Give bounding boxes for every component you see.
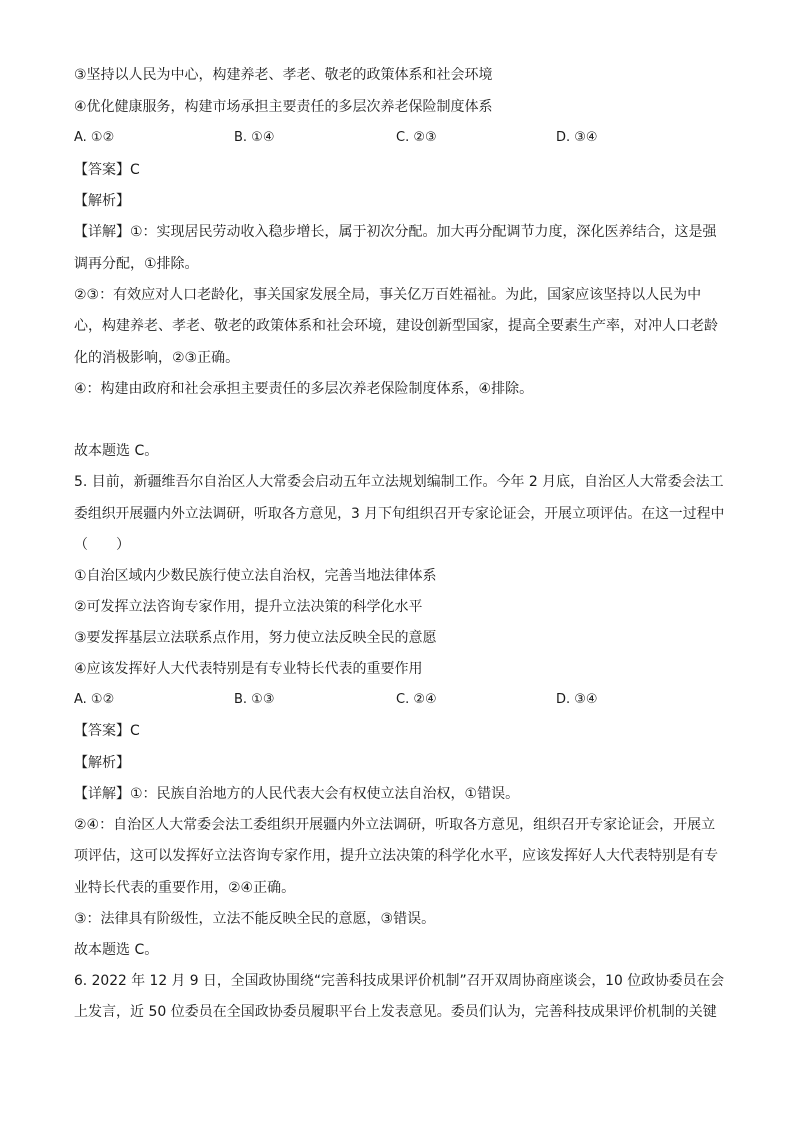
- q4-analysis-title: 【解析】: [74, 193, 130, 209]
- q5-item-3: ③要发挥基层立法联系点作用，努力使立法反映全民的意愿: [74, 630, 437, 646]
- q5-analysis-line: ③：法律具有阶级性，立法不能反映全民的意愿，③错误。: [74, 911, 436, 927]
- q5-item-1: ①自治区域内少数民族行使立法自治权，完善当地法律体系: [74, 568, 437, 584]
- q4-analysis-line: 心，构建养老、孝老、敬老的政策体系和社会环境，建设创新型国家，提高全要素生产率，对冲人口老龄: [74, 318, 718, 334]
- q6-stem-line: 上发言，近 50 位委员在全国政协委员履职平台上发表意见。委员们认为，完善科技成果评价机制的关键: [74, 1004, 717, 1020]
- q4-analysis-line: ④：构建由政府和社会承担主要责任的多层次养老保险制度体系，④排除。: [74, 381, 534, 397]
- q5-analysis-line: 【详解】①：民族自治地方的人民代表大会有权使立法自治权，①错误。: [74, 786, 520, 802]
- q5-answer: 【答案】C: [74, 723, 140, 739]
- q4-options: [74, 128, 724, 148]
- q4-option-b: B. ①④: [234, 130, 275, 145]
- q5-item-2: ②可发挥立法咨询专家作用，提升立法决策的科学化水平: [74, 599, 423, 615]
- q5-stem-line: 委组织开展疆内外立法调研，听取各方意见，3 月下旬组织召开专家论证会，开展立项评估。在这一过程中: [74, 506, 725, 522]
- q4-conclusion: 故本题选 C。: [74, 443, 159, 459]
- q5-option-b: B. ①③: [234, 692, 275, 707]
- q5-option-c: C. ②④: [396, 692, 437, 707]
- q5-options: [74, 690, 724, 710]
- q5-analysis-line: ②④：自治区人大常委会法工委组织开展疆内外立法调研，听取各方意见，组织召开专家论证会，开展立: [74, 817, 716, 833]
- q4-analysis-line: 【详解】①：实现居民劳动收入稳步增长，属于初次分配。加大再分配调节力度，深化医养结合，这是强: [74, 224, 717, 240]
- q4-answer: 【答案】C: [74, 162, 140, 178]
- q4-analysis-line: 化的消极影响，②③正确。: [74, 350, 240, 366]
- q4-option-d: D. ③④: [556, 130, 598, 145]
- q4-item-4: ④优化健康服务，构建市场承担主要责任的多层次养老保险制度体系: [74, 99, 493, 115]
- q5-conclusion: 故本题选 C。: [74, 942, 159, 958]
- q5-item-4: ④应该发挥好人大代表特别是有专业特长代表的重要作用: [74, 661, 423, 677]
- q4-analysis-line: 调再分配，①排除。: [74, 256, 199, 272]
- q4-option-c: C. ②③: [396, 130, 437, 145]
- q5-analysis-line: 项评估，这可以发挥好立法咨询专家作用，提升立法决策的科学化水平，应该发挥好人大代表特别是有专: [74, 848, 718, 864]
- q5-option-a: A. ①②: [74, 692, 115, 707]
- q5-stem-blank: （ ）: [74, 537, 130, 553]
- q4-analysis-line: ②③：有效应对人口老龄化，事关国家发展全局，事关亿万百姓福祉。为此，国家应该坚持以人民为中: [74, 287, 702, 303]
- q5-analysis-title: 【解析】: [74, 755, 130, 771]
- q4-item-3: ③坚持以人民为中心，构建养老、孝老、敬老的政策体系和社会环境: [74, 67, 493, 83]
- q4-option-a: A. ①②: [74, 130, 115, 145]
- q5-stem-line: 5. 目前，新疆维吾尔自治区人大常委会启动五年立法规划编制工作。今年 2 月底，自治区人大常委会法工: [74, 474, 724, 490]
- q5-analysis-line: 业特长代表的重要作用，②④正确。: [74, 880, 296, 896]
- q6-stem-line: 6. 2022 年 12 月 9 日，全国政协围绕“完善科技成果评价机制”召开双周协商座谈会，10 位政协委员在会: [74, 973, 725, 989]
- q5-option-d: D. ③④: [556, 692, 598, 707]
